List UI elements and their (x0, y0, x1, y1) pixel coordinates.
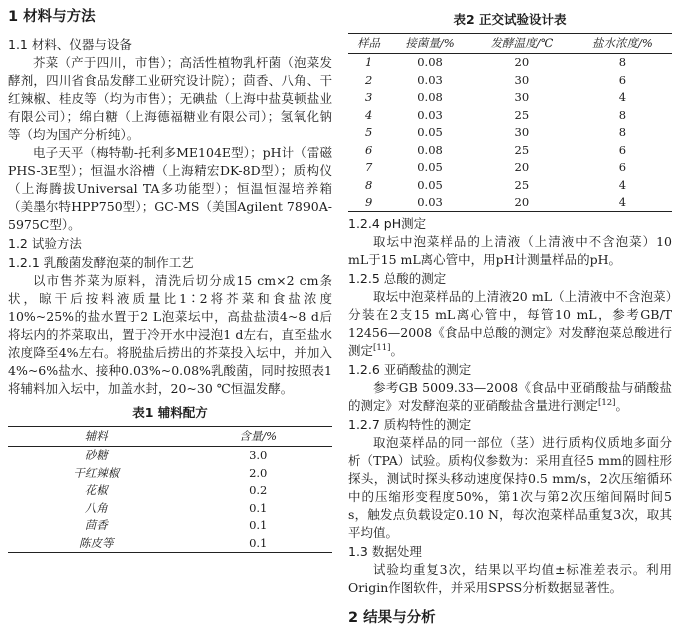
table-cell: 0.1 (249, 518, 268, 532)
table-cell: 7 (364, 160, 373, 174)
table-cell: 4 (618, 195, 627, 209)
table-cell: 4 (364, 107, 373, 122)
table-cell: 6 (364, 142, 373, 157)
table-row (348, 159, 672, 177)
paragraph-total-acid-text: 取坛中泡菜样品的上清液20 mL（上清液中不含泡菜）分装在2支15 mL离心管中，每管10 mL，参考GB/T 12456—2008《食品中总酸的测定》对发酵泡菜总酸进行测定 (348, 289, 672, 358)
table2-col-temperature: 发酵温度/℃ (471, 34, 573, 54)
table-cell: 0.08 (417, 142, 443, 157)
table-cell: 6 (618, 72, 627, 87)
table-cell: 20 (514, 195, 530, 209)
table-row (348, 89, 672, 107)
paragraph-nitrite-text: 参考GB 5009.33—2008《食品中亚硝酸盐与硝酸盐的测定》对发酵泡菜的亚硝酸盐含量进行测定 (348, 380, 672, 413)
subsection-heading-1-3: 1.3 数据处理 (348, 544, 422, 559)
table-cell: 0.08 (417, 55, 443, 69)
table-row (8, 517, 332, 535)
subsection-heading-1-2-1: 1.2.1 乳酸菌发酵泡菜的制作工艺 (8, 255, 194, 270)
table-row (348, 106, 672, 124)
table-cell: 8 (618, 125, 627, 139)
subsection-heading-1-1: 1.1 材料、仪器与设备 (8, 37, 132, 52)
paragraph-texture-tpa: 取泡菜样品的同一部位（茎）进行质构仪质地多面分析（TPA）试验。质构仪参数为：采用直径5 mm的圆柱形探头，测试时探头移动速度保持0.5 mm/s，2次压缩循环中的压缩形变程度50%，第1次与第2次压缩间隔时间5 s，触发点负载设定0.10 N，每次泡菜样品重复3次，取其平均值。 (348, 435, 672, 540)
paragraph-ph-measure: 取坛中泡菜样品的上清液（上清液中不含泡菜）10 mL于15 mL离心管中，用pH计测量样品的pH。 (348, 234, 672, 267)
subsection-heading-1-2-5: 1.2.5 总酸的测定 (348, 271, 447, 286)
table2-caption: 表2 正交试验设计表 (453, 12, 567, 27)
table-cell: 1 (364, 55, 373, 69)
table-cell: 3 (364, 90, 373, 104)
table-cell: 5 (364, 125, 373, 139)
table-cell: 0.03 (417, 72, 443, 87)
table-header-row (348, 34, 672, 54)
paragraph-materials: 芥菜（产于四川，市售）；高活性植物乳杆菌（泡菜发酵剂，四川省食品发酵工业研究设计院）；茴香、八角、干红辣椒、桂皮等（均为市售）；无碘盐（上海中盐莫顿盐业有限公司）；绵白糖（上海德福糖业有限公司）；氢氧化钠等（均为国产分析纯）。 (8, 55, 332, 142)
table-cell: 20 (514, 55, 530, 69)
table-cell: 0.03 (417, 107, 443, 122)
table1-auxiliary-ingredients (8, 426, 332, 553)
table-cell: 0.2 (249, 483, 268, 497)
table2-body (348, 53, 672, 212)
table-header-row (8, 427, 332, 447)
table-cell: 花椒 (84, 483, 108, 497)
subsection-heading-1-2: 1.2 试验方法 (8, 236, 82, 251)
partial-next-section (348, 608, 672, 626)
table-cell: 20 (514, 160, 530, 174)
table-cell: 4 (618, 90, 627, 104)
subsection-heading-1-2-7: 1.2.7 质构特性的测定 (348, 417, 472, 432)
table-cell: 8 (618, 107, 627, 122)
paragraph-nitrite (348, 379, 672, 415)
left-column (8, 5, 332, 597)
table-cell: 八角 (84, 500, 108, 515)
table1-col-ingredient: 辅料 (8, 427, 184, 447)
citation-ref-12: [12] (598, 397, 616, 408)
table2-col-sample: 样品 (348, 34, 389, 54)
table-row (348, 124, 672, 142)
table-cell: 0.03 (417, 195, 443, 209)
table-cell: 8 (364, 177, 373, 192)
table-cell: 0.08 (417, 90, 443, 104)
table-cell: 0.05 (417, 160, 443, 174)
table2-head (348, 34, 672, 54)
table-cell: 30 (514, 125, 530, 139)
table-cell: 2.0 (249, 465, 268, 480)
table-cell: 干红辣椒 (73, 465, 120, 480)
paragraph-instruments: 电子天平（梅特勒-托利多ME104E型）；pH计（雷磁PHS-3E型）；恒温水浴槽（上海精宏DK-8D型）；质构仪（上海腾拔Universal TA多功能型）；恒温恒湿培养箱（美墨尔特HPP750型）；GC-MS（美国Agilent 7890A-5975C型）。 (8, 145, 332, 232)
subsection-heading-1-2-4: 1.2.4 pH测定 (348, 216, 427, 231)
table-cell: 4 (618, 177, 627, 192)
table-cell: 25 (514, 177, 530, 192)
table-row (8, 464, 332, 482)
table-cell: 茴香 (84, 518, 108, 532)
table2-col-brine: 盐水浓度/% (573, 34, 672, 54)
table-cell: 砂糖 (84, 448, 108, 462)
table-cell: 6 (618, 142, 627, 157)
table-row (8, 499, 332, 517)
table-row (348, 141, 672, 159)
table-cell: 8 (618, 55, 627, 69)
paragraph-total-acid-end: 。 (390, 343, 403, 358)
table-cell: 0.05 (417, 125, 443, 139)
section-heading-results-partial: 2 结果与分析 (348, 610, 436, 626)
table2-col-inoculum: 接菌量/% (389, 34, 471, 54)
paragraph-nitrite-end: 。 (615, 398, 628, 413)
table1-head (8, 427, 332, 447)
table-cell: 30 (514, 72, 530, 87)
subsection-heading-1-2-6: 1.2.6 亚硝酸盐的测定 (348, 362, 472, 377)
paragraph-data-processing: 试验均重复3次，结果以平均值±标准差表示。利用Origin作图软件，并采用SPSS分析数据显著性。 (348, 562, 672, 595)
table-row (8, 482, 332, 500)
table-cell: 3.0 (249, 448, 268, 462)
table-row (8, 534, 332, 552)
table1-caption: 表1 辅料配方 (132, 405, 208, 420)
table-cell: 30 (514, 90, 530, 104)
table-cell: 25 (514, 142, 530, 157)
paragraph-total-acid (348, 288, 672, 360)
table-cell: 25 (514, 107, 530, 122)
table-row (348, 176, 672, 194)
table-cell: 陈皮等 (78, 535, 114, 550)
table1-body (8, 446, 332, 552)
citation-ref-11: [11] (373, 342, 391, 353)
paragraph-pickle-process: 以市售芥菜为原料，清洗后切分成15 cm×2 cm条状，晾干后按料液质量比1∶2将芥菜和食盐浓度10%~25%的盐水置于2 L泡菜坛中，高盐盐渍4~8 d后将坛内的芥菜取出，置于冷开水中浸泡1 d左右，直至盐水浓度降至4%左右。将脱盐后捞出的芥菜投入坛中，并加入4%~6%盐水、接种0.03%~0.08%乳酸菌，同时按照表1将辅料加入坛中，加盖水封，20~30 ℃恒温发酵。 (8, 273, 332, 396)
table-cell: 0.1 (249, 500, 268, 515)
table-row (348, 194, 672, 212)
table-cell: 9 (364, 195, 373, 209)
table-row (348, 71, 672, 89)
table2-orthogonal-design (348, 33, 672, 212)
section-heading-materials-methods: 1 材料与方法 (8, 9, 96, 25)
table-cell: 2 (364, 72, 373, 87)
table-cell: 0.05 (417, 177, 443, 192)
table-row (348, 53, 672, 71)
table-row (8, 446, 332, 464)
table-cell: 0.1 (249, 535, 268, 550)
right-column (348, 5, 672, 626)
table-cell: 6 (618, 160, 627, 174)
table1-col-content: 含量/% (184, 427, 332, 447)
